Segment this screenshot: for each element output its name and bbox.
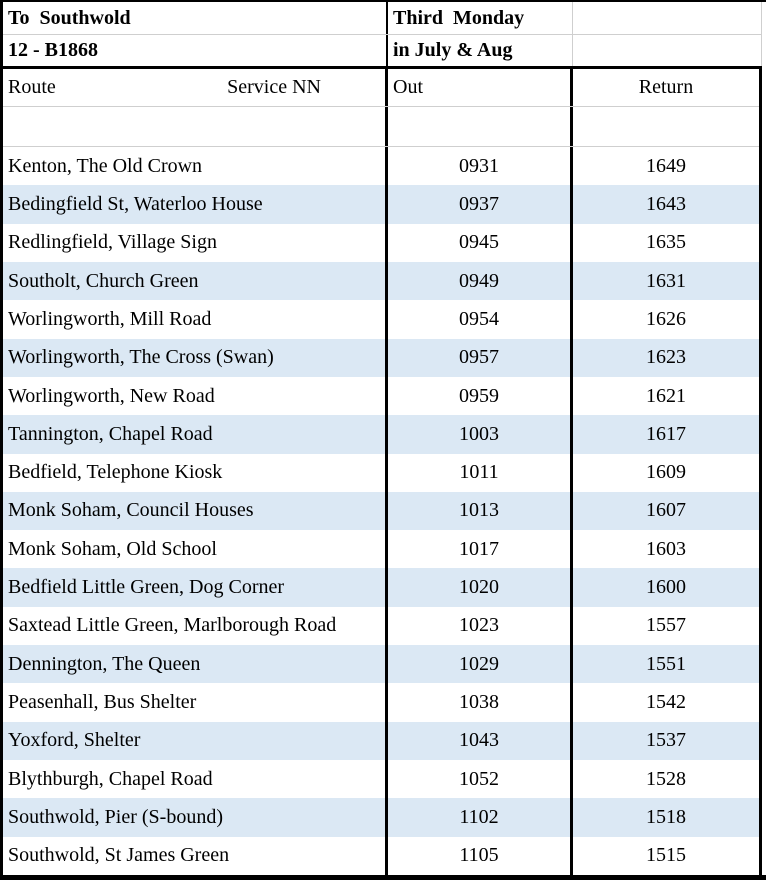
out-time-cell: 1043 (388, 722, 573, 760)
stop-name-cell: Bedfield Little Green, Dog Corner (3, 568, 388, 606)
table-row (3, 300, 759, 338)
out-time-cell: 1023 (388, 607, 573, 645)
out-time-cell: 1013 (388, 492, 573, 530)
return-time-cell: 1551 (646, 652, 686, 675)
out-time-cell: 1029 (388, 645, 573, 683)
return-time-cell: 1623 (646, 346, 686, 369)
out-column-header: Out (388, 69, 573, 106)
stop-name-cell: Yoxford, Shelter (3, 722, 388, 760)
return-time-cell: 1617 (646, 422, 686, 445)
stop-name-cell: Redlingfield, Village Sign (3, 224, 388, 262)
return-time-cell: 1600 (646, 576, 686, 599)
return-time-cell: 1609 (646, 461, 686, 484)
out-time-cell: 1102 (388, 798, 573, 836)
return-time-cell: 1621 (646, 384, 686, 407)
out-time-cell: 1038 (388, 683, 573, 721)
out-time-cell: 1003 (388, 415, 573, 453)
stop-name-cell: Southwold, Pier (S-bound) (3, 798, 388, 836)
out-time-cell: 0945 (388, 224, 573, 262)
out-time-cell: 1105 (388, 837, 573, 875)
stop-name-cell: Kenton, The Old Crown (3, 147, 388, 185)
return-time-cell: 1649 (646, 154, 686, 177)
column-header-row (3, 69, 759, 107)
return-time-cell: 1635 (646, 231, 686, 254)
table-row (3, 568, 759, 606)
return-time-cell: 1518 (646, 805, 686, 828)
return-time-cell: 1537 (646, 729, 686, 752)
spacer-out-cell (388, 107, 573, 146)
return-time-cell: 1515 (646, 844, 686, 867)
stop-name-cell: Dennington, The Queen (3, 645, 388, 683)
stop-name-cell: Worlingworth, New Road (3, 377, 388, 415)
table-row (3, 492, 759, 530)
out-time-cell: 0931 (388, 147, 573, 185)
destination-label: To Southwold (3, 2, 388, 34)
table-row (3, 377, 759, 415)
stop-name-cell: Monk Soham, Council Houses (3, 492, 388, 530)
return-time-cell: 1557 (646, 614, 686, 637)
schedule-line1-label: Third Monday (388, 2, 573, 34)
stop-name-cell: Blythburgh, Chapel Road (3, 760, 388, 798)
table-row (3, 147, 759, 185)
return-time-cell: 1603 (646, 537, 686, 560)
table-row (3, 454, 759, 492)
table-row (3, 645, 759, 683)
out-time-cell: 1020 (388, 568, 573, 606)
schedule-line2-label: in July & Aug (388, 35, 573, 66)
stop-name-cell: Worlingworth, Mill Road (3, 300, 388, 338)
out-time-cell: 1052 (388, 760, 573, 798)
stop-name-cell: Monk Soham, Old School (3, 530, 388, 568)
out-time-cell: 1011 (388, 454, 573, 492)
timetable-body-box (3, 66, 762, 875)
spacer-route-cell (3, 107, 388, 146)
spacer-row (3, 107, 759, 147)
title-row1-empty-cell (573, 2, 762, 34)
out-time-cell: 0954 (388, 300, 573, 338)
stop-name-cell: Bedingfield St, Waterloo House (3, 185, 388, 223)
stop-name-cell: Peasenhall, Bus Shelter (3, 683, 388, 721)
return-time-cell: 1542 (646, 691, 686, 714)
return-time-cell: 1607 (646, 499, 686, 522)
stop-name-cell: Worlingworth, The Cross (Swan) (3, 339, 388, 377)
table-row (3, 185, 759, 223)
table-row (3, 760, 759, 798)
table-row (3, 339, 759, 377)
return-time-cell: 1626 (646, 307, 686, 330)
route-service-header-cell (3, 69, 388, 106)
table-row (3, 607, 759, 645)
stop-name-cell: Southwold, St James Green (3, 837, 388, 875)
stop-name-cell: Tannington, Chapel Road (3, 415, 388, 453)
table-row (3, 837, 759, 875)
table-row (3, 722, 759, 760)
out-time-cell: 0949 (388, 262, 573, 300)
stop-name-cell: Southolt, Church Green (3, 262, 388, 300)
title-row2-empty-cell (573, 35, 762, 66)
table-row (3, 530, 759, 568)
out-time-cell: 1017 (388, 530, 573, 568)
service-column-header: Service NN (227, 76, 321, 98)
route-code-label: 12 - B1868 (3, 35, 388, 66)
timetable-rows (3, 147, 759, 875)
return-time-cell: 1643 (646, 192, 686, 215)
title-row-2 (3, 35, 762, 66)
table-row (3, 683, 759, 721)
out-time-cell: 0959 (388, 377, 573, 415)
table-row (3, 224, 759, 262)
stop-name-cell: Bedfield, Telephone Kiosk (3, 454, 388, 492)
route-column-header: Route (8, 76, 56, 98)
stop-name-cell: Saxtead Little Green, Marlborough Road (3, 607, 388, 645)
return-column-header: Return (638, 76, 694, 98)
table-row (3, 798, 759, 836)
return-time-cell: 1528 (646, 767, 686, 790)
table-row (3, 262, 759, 300)
title-row-1 (3, 2, 762, 35)
return-time-cell: 1631 (646, 269, 686, 292)
out-time-cell: 0937 (388, 185, 573, 223)
table-row (3, 415, 759, 453)
out-time-cell: 0957 (388, 339, 573, 377)
spacer-return-cell (573, 107, 759, 146)
